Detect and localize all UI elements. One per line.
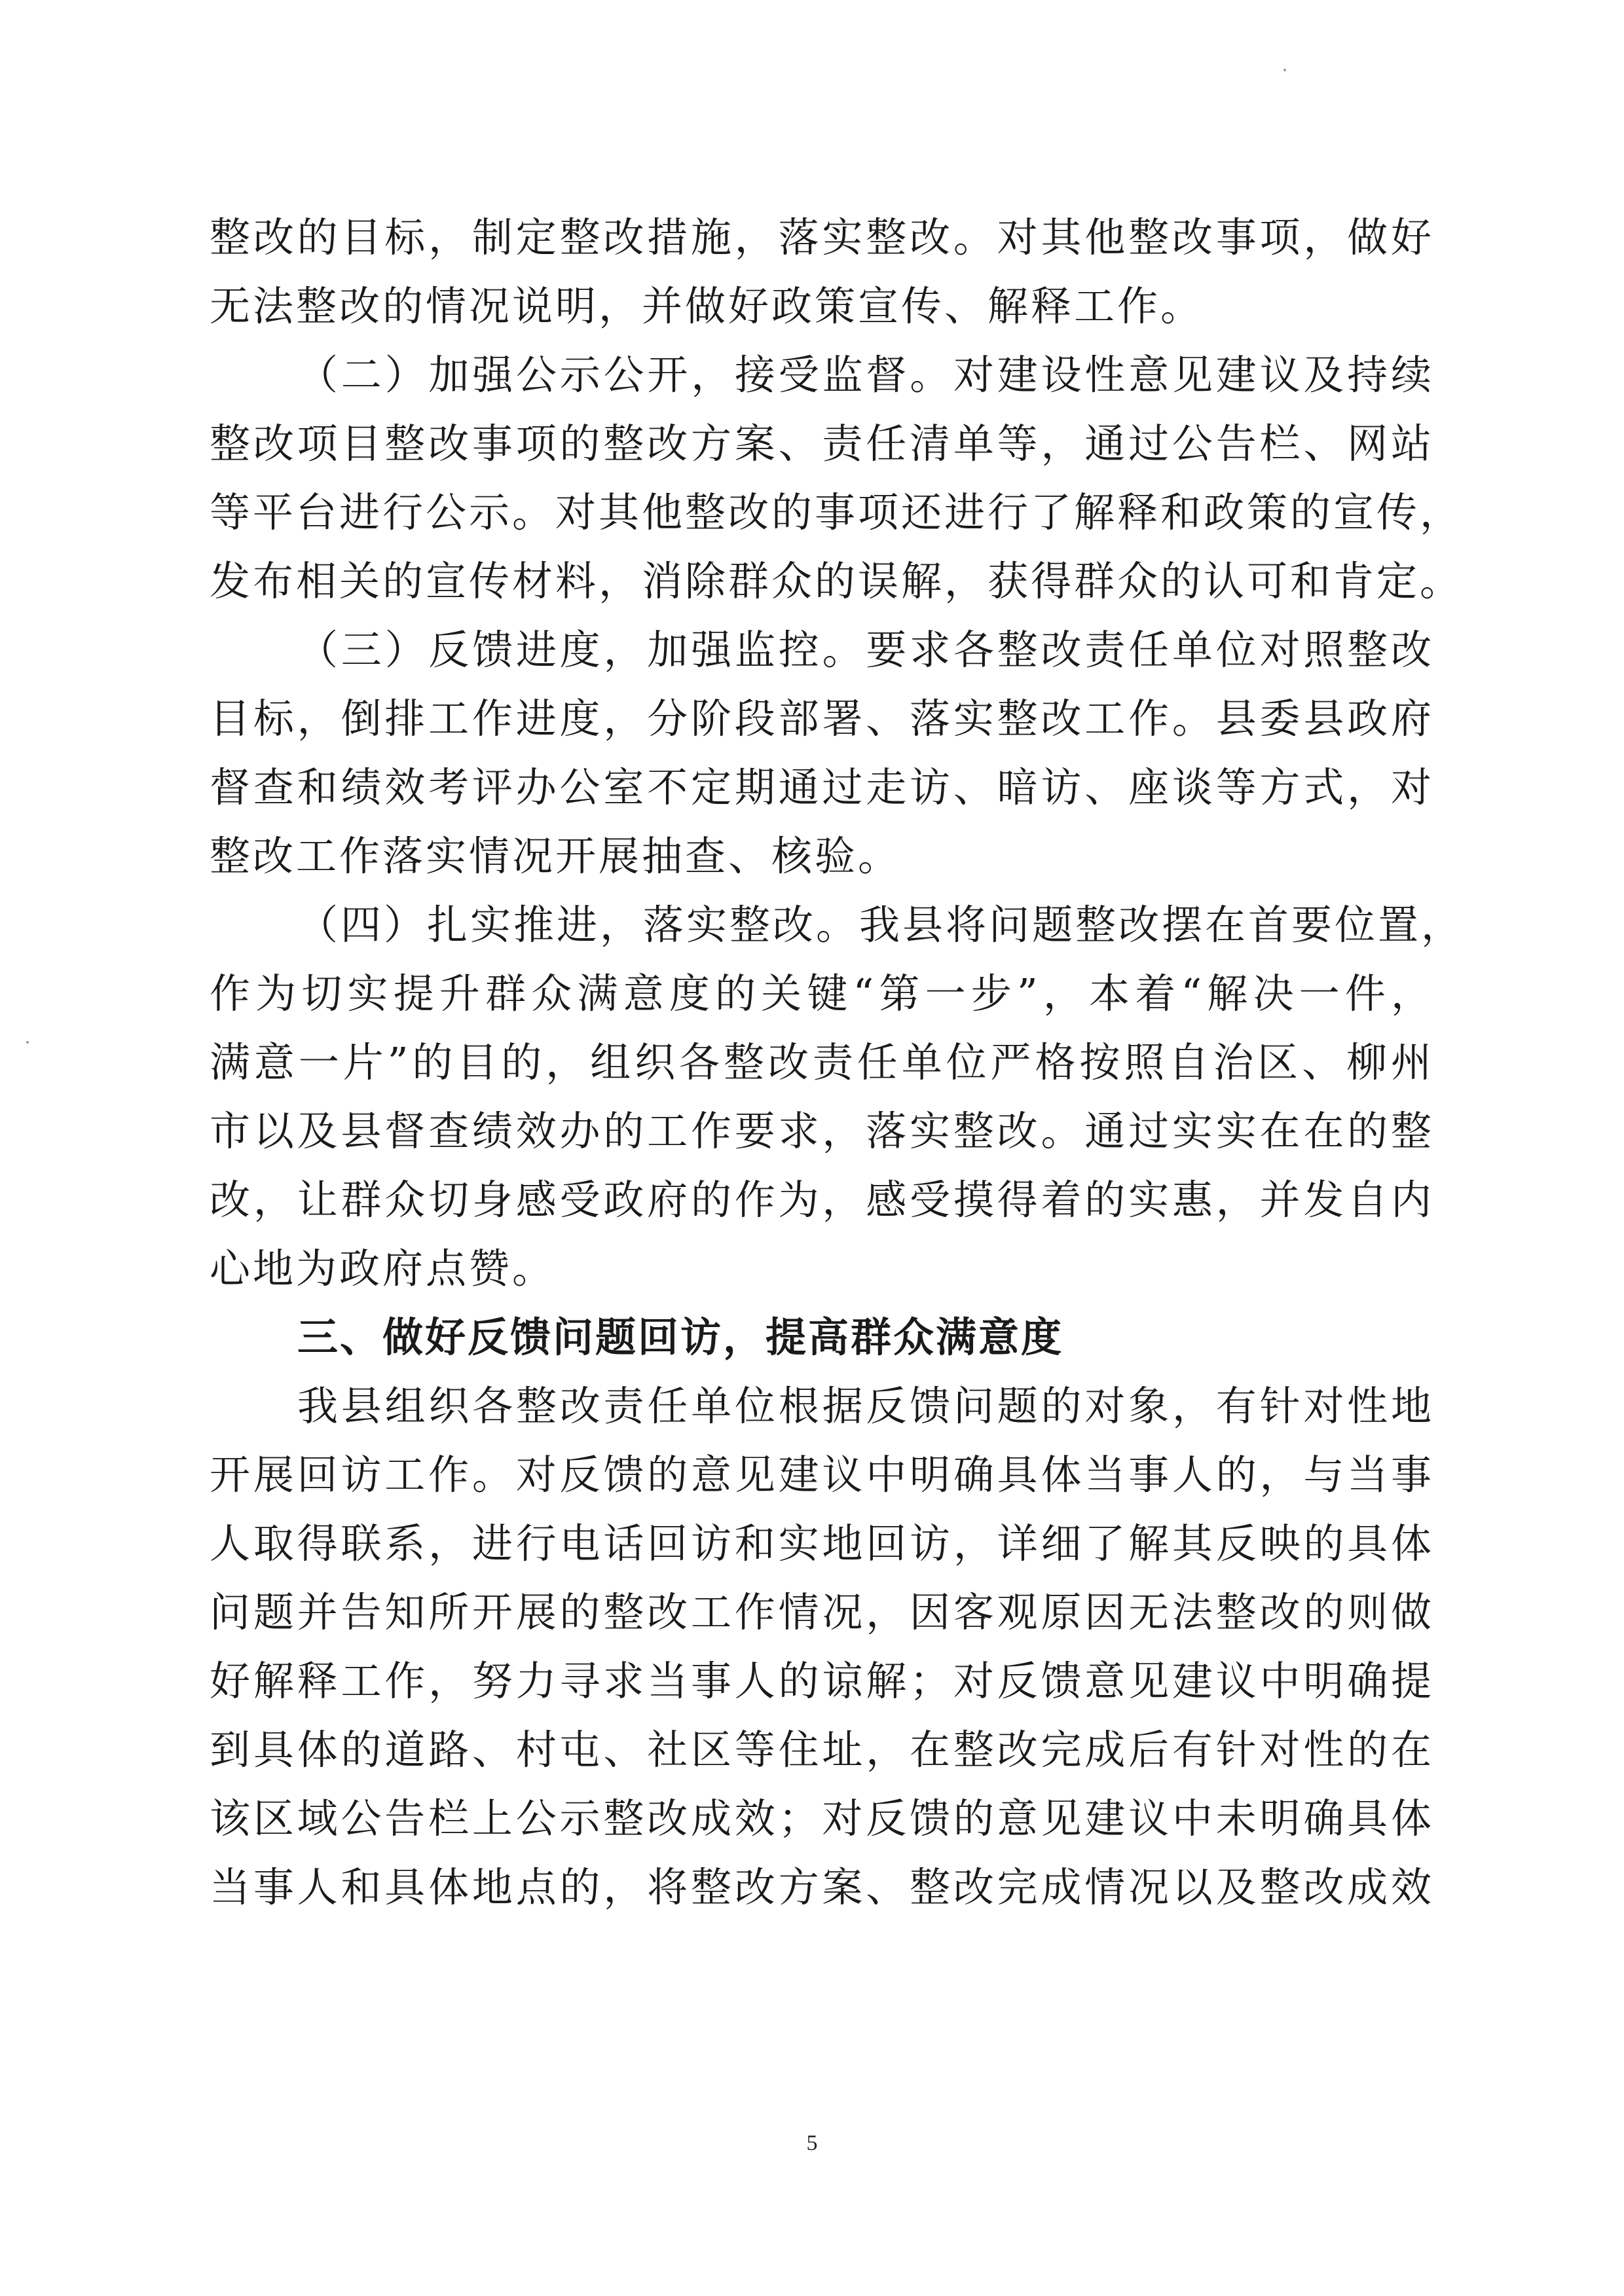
text-line: 该区域公告栏上公示整改成效；对反馈的意见建议中未明确具体 (210, 1795, 1434, 1842)
text-line: 我县组织各整改责任单位根据反馈问题的对象，有针对性地 (297, 1382, 1434, 1430)
text-line: 无法整改的情况说明，并做好政策宣传、解释工作。 (210, 282, 1204, 330)
text-line: 督查和绩效考评办公室不定期通过走访、暗访、座谈等方式，对 (210, 763, 1434, 811)
section-heading: 三、做好反馈问题回访，提高群众满意度 (297, 1313, 1064, 1361)
body-text (210, 203, 1465, 1922)
text-line: 目标，倒排工作进度，分阶段部署、落实整改工作。县委县政府 (210, 695, 1434, 742)
text-line: 整改项目整改事项的整改方案、责任清单等，通过公告栏、网站 (210, 420, 1434, 467)
text-line: （四）扎实推进，落实整改。我县将问题整改摆在首要位置， (297, 901, 1465, 949)
text-line: 满意一片”的目的，组织各整改责任单位严格按照自治区、柳州 (210, 1038, 1434, 1086)
text-line: （二）加强公示公开，接受监督。对建设性意见建议及持续 (297, 351, 1434, 399)
scan-speck (26, 1041, 29, 1044)
text-line: 等平台进行公示。对其他整改的事项还进行了解释和政策的宣传， (210, 488, 1464, 536)
text-line: 改，让群众切身感受政府的作为，感受摸得着的实惠，并发自内 (210, 1176, 1434, 1224)
text-line: 好解释工作，努力寻求当事人的谅解；对反馈意见建议中明确提 (210, 1657, 1434, 1705)
text-line: 问题并告知所开展的整改工作情况，因客观原因无法整改的则做 (210, 1588, 1434, 1636)
text-line: 市以及县督查绩效办的工作要求，落实整改。通过实实在在的整 (210, 1107, 1434, 1155)
text-line: 整改的目标，制定整改措施，落实整改。对其他整改事项，做好 (210, 213, 1434, 261)
page-number: 5 (806, 2131, 818, 2155)
text-line: 当事人和具体地点的，将整改方案、整改完成情况以及整改成效 (210, 1863, 1434, 1911)
text-line: 到具体的道路、村屯、社区等住址，在整改完成后有针对性的在 (210, 1726, 1434, 1774)
scan-speck (1283, 69, 1286, 71)
text-line: 开展回访工作。对反馈的意见建议中明确具体当事人的，与当事 (210, 1451, 1434, 1499)
text-line: 整改工作落实情况开展抽查、核验。 (210, 832, 902, 880)
text-line: （三）反馈进度，加强监控。要求各整改责任单位对照整改 (297, 626, 1434, 674)
text-line: 发布相关的宣传材料，消除群众的误解，获得群众的认可和肯定。 (210, 557, 1464, 605)
text-line: 心地为政府点赞。 (210, 1245, 556, 1292)
text-line: 人取得联系，进行电话回访和实地回访，详细了解其反映的具体 (210, 1520, 1434, 1567)
text-line: 作为切实提升群众满意度的关键“第一步”，本着“解决一件， (210, 970, 1434, 1017)
